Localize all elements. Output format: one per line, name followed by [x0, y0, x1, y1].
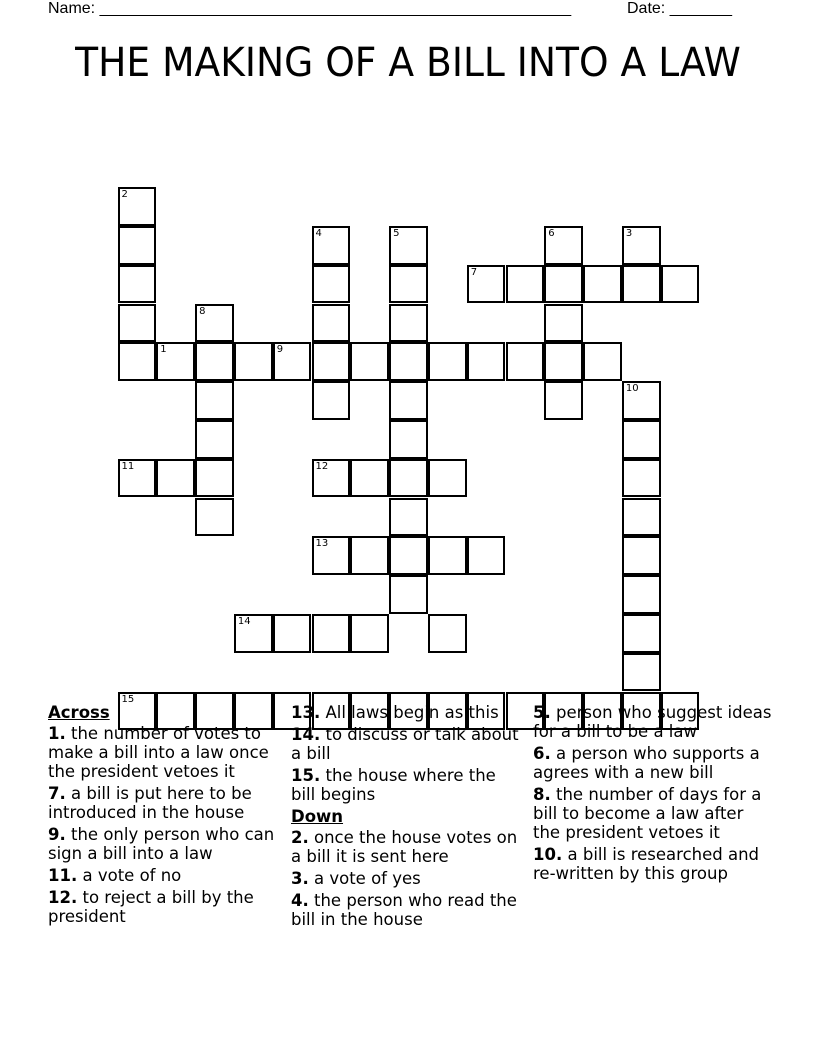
- clue-number: 14: [237, 615, 251, 627]
- grid-cell[interactable]: [312, 381, 351, 420]
- grid-cell[interactable]: [622, 265, 661, 304]
- clue-across-7: 7. a bill is put here to be introduced in the house: [48, 784, 252, 822]
- clue-number: 9: [276, 344, 284, 356]
- grid-cell[interactable]: [312, 226, 351, 265]
- grid-cell[interactable]: [544, 226, 583, 265]
- grid-cell[interactable]: [350, 342, 389, 381]
- name-field-label: Name: _____________________________________________________: [48, 0, 572, 17]
- grid-cell[interactable]: [389, 536, 428, 575]
- grid-cell[interactable]: [118, 187, 157, 226]
- grid-cell[interactable]: [389, 498, 428, 537]
- grid-cell[interactable]: [312, 459, 351, 498]
- clues-column-3: [533, 703, 773, 886]
- clue-number: 4: [315, 227, 322, 239]
- grid-cell[interactable]: [661, 265, 700, 304]
- grid-cell[interactable]: [389, 304, 428, 343]
- grid-cell[interactable]: [195, 304, 234, 343]
- clues-column-2: [291, 703, 521, 932]
- clue-down-8: 8. the number of days for a bill to become a law after the president vetoes it: [533, 785, 762, 842]
- grid-cell[interactable]: [467, 342, 506, 381]
- grid-cell[interactable]: [506, 265, 545, 304]
- date-field-label: Date: _______: [627, 0, 732, 17]
- grid-cell[interactable]: [467, 536, 506, 575]
- grid-cell[interactable]: [583, 265, 622, 304]
- grid-cell[interactable]: [312, 342, 351, 381]
- clue-across-12: 12. to reject a bill by the president: [48, 888, 254, 926]
- grid-cell[interactable]: [195, 420, 234, 459]
- grid-cell[interactable]: [622, 381, 661, 420]
- grid-cell[interactable]: [273, 342, 312, 381]
- grid-cell[interactable]: [428, 614, 467, 653]
- clue-number: 7: [470, 266, 478, 278]
- clue-number: 5: [393, 227, 400, 239]
- grid-cell[interactable]: [195, 381, 234, 420]
- clue-across-9: 9. the only person who can sign a bill into a law: [48, 825, 275, 863]
- clue-down-5: 5. person who suggest ideas for a bill to be a law: [533, 703, 772, 741]
- clue-number: 6: [548, 227, 555, 239]
- grid-cell[interactable]: [622, 420, 661, 459]
- clue-down-4: 4. the person who read the bill in the house: [291, 891, 517, 929]
- grid-cell[interactable]: [118, 226, 157, 265]
- grid-cell[interactable]: [467, 265, 506, 304]
- grid-cell[interactable]: [622, 614, 661, 653]
- grid-cell[interactable]: [234, 342, 273, 381]
- grid-cell[interactable]: [156, 342, 195, 381]
- clue-across-13: 13. All laws begin as this: [291, 703, 499, 722]
- grid-cell[interactable]: [273, 614, 312, 653]
- clue-across-1: 1. the number of votes to make a bill into a law once the president vetoes it: [48, 724, 269, 781]
- grid-cell[interactable]: [389, 226, 428, 265]
- clue-number: 1: [160, 344, 167, 356]
- clue-number: 12: [315, 460, 329, 472]
- grid-cell[interactable]: [350, 614, 389, 653]
- grid-cell[interactable]: [544, 342, 583, 381]
- grid-cell[interactable]: [622, 575, 661, 614]
- grid-cell[interactable]: [234, 614, 273, 653]
- grid-cell[interactable]: [428, 536, 467, 575]
- grid-cell[interactable]: [156, 459, 195, 498]
- clue-down-10: 10. a bill is researched and re-written by this group: [533, 845, 760, 883]
- clue-across-15: 15. the house where the bill begins: [291, 766, 496, 804]
- clue-number: 3: [625, 227, 633, 239]
- grid-cell[interactable]: [389, 342, 428, 381]
- grid-cell[interactable]: [389, 420, 428, 459]
- grid-cell[interactable]: [312, 614, 351, 653]
- clue-across-14: 14. to discuss or talk about a bill: [291, 725, 519, 763]
- grid-cell[interactable]: [622, 498, 661, 537]
- grid-cell[interactable]: [544, 304, 583, 343]
- grid-cell[interactable]: [544, 381, 583, 420]
- grid-cell[interactable]: [622, 459, 661, 498]
- grid-cell[interactable]: [622, 653, 661, 692]
- grid-cell[interactable]: [389, 381, 428, 420]
- grid-cell[interactable]: [506, 342, 545, 381]
- clue-number: 11: [121, 460, 135, 472]
- grid-cell[interactable]: [118, 459, 157, 498]
- clue-number: 15: [121, 693, 135, 705]
- grid-cell[interactable]: [195, 342, 234, 381]
- grid-cell[interactable]: [350, 459, 389, 498]
- grid-cell[interactable]: [428, 459, 467, 498]
- grid-cell[interactable]: [312, 265, 351, 304]
- clue-number: 8: [199, 305, 206, 317]
- grid-cell[interactable]: [312, 304, 351, 343]
- across-heading: Across: [48, 703, 110, 722]
- clue-number: 10: [625, 383, 639, 395]
- clue-down-3: 3. a vote of yes: [291, 869, 421, 888]
- grid-cell[interactable]: [118, 304, 157, 343]
- grid-cell[interactable]: [389, 459, 428, 498]
- grid-cell[interactable]: [118, 265, 157, 304]
- grid-cell[interactable]: [195, 459, 234, 498]
- down-heading: Down: [291, 807, 344, 826]
- grid-cell[interactable]: [350, 536, 389, 575]
- grid-cell[interactable]: [195, 498, 234, 537]
- clue-down-2: 2. once the house votes on a bill it is sent here: [291, 828, 518, 866]
- clue-number: 2: [121, 189, 128, 201]
- grid-cell[interactable]: [389, 265, 428, 304]
- clue-down-6: 6. a person who supports a agrees with a new bill: [533, 744, 760, 782]
- grid-cell[interactable]: [428, 342, 467, 381]
- grid-cell[interactable]: [583, 342, 622, 381]
- clue-across-11: 11. a vote of no: [48, 866, 182, 885]
- grid-cell[interactable]: [312, 536, 351, 575]
- grid-cell[interactable]: [544, 265, 583, 304]
- grid-cell[interactable]: [622, 536, 661, 575]
- grid-cell[interactable]: [118, 342, 157, 381]
- clues-column-1: [48, 703, 284, 929]
- grid-cell[interactable]: [389, 575, 428, 614]
- grid-cell[interactable]: [622, 226, 661, 265]
- clue-number: 13: [315, 538, 329, 550]
- page-title: THE MAKING OF A BILL INTO A LAW: [75, 40, 741, 86]
